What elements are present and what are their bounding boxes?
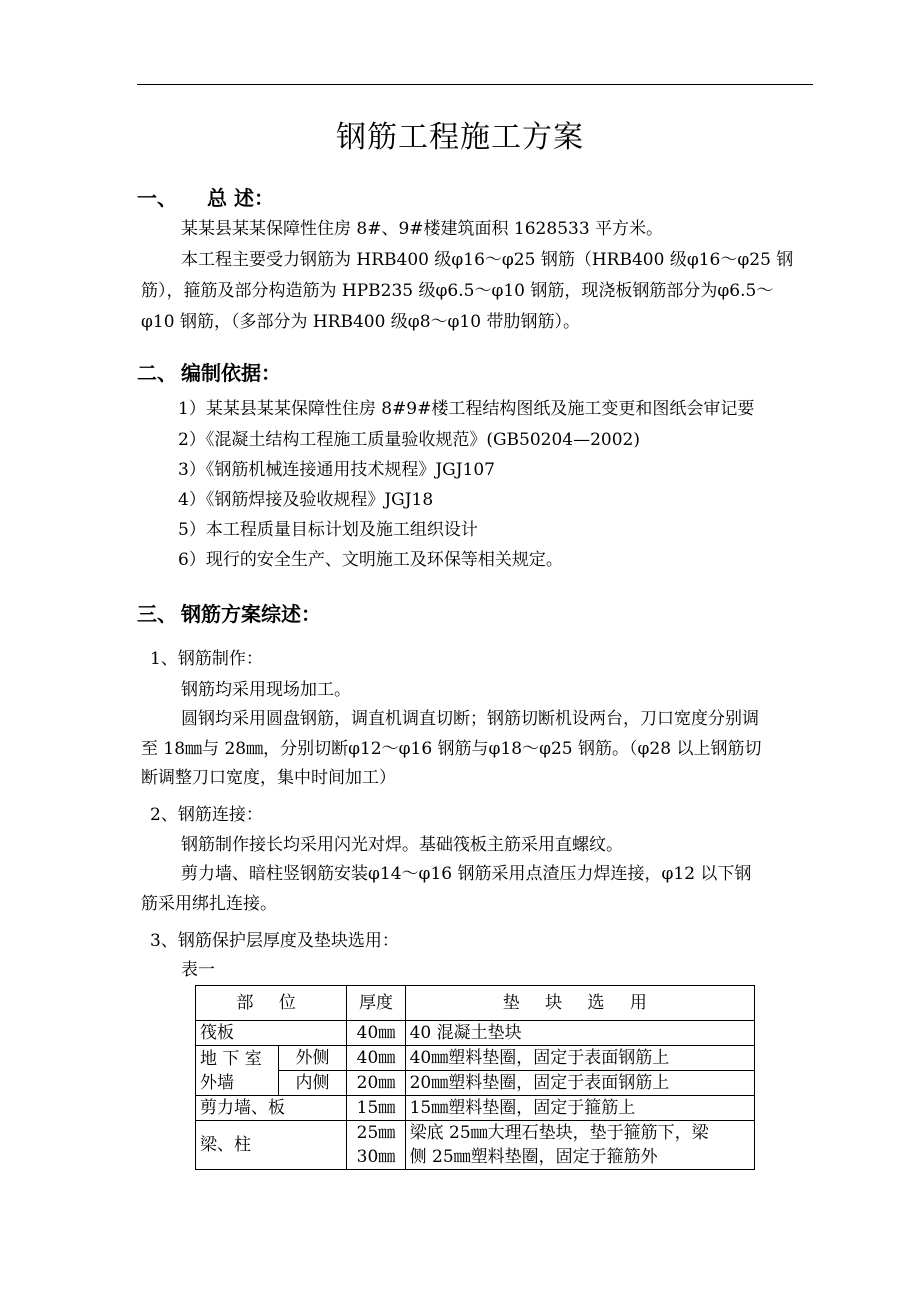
- paragraph-line: 至 18㎜与 28㎜，分别切断φ12～φ16 钢筋与φ18～φ25 钢筋。（φ28 以上钢筋切: [141, 739, 762, 759]
- paragraph-line: 筋），箍筋及部分构造筋为 HPB235 级φ6.5～φ10 钢筋，现浇板钢筋部分为φ6.5～: [141, 281, 774, 301]
- table-row: [196, 1046, 755, 1071]
- cell-block: 20㎜塑料垫圈，固定于表面钢筋上: [405, 1071, 754, 1096]
- cover-thickness-table: [195, 985, 755, 1170]
- cell-thickness: 40㎜: [347, 1046, 405, 1071]
- cell-part-line: 外墙: [200, 1072, 234, 1093]
- section-title: 编制依据：: [181, 361, 281, 385]
- list-item: 5）本工程质量目标计划及施工组织设计: [178, 520, 478, 540]
- subsection-label: 3、钢筋保护层厚度及垫块选用：: [150, 931, 399, 951]
- list-item: 3）《钢筋机械连接通用技术规程》JGJ107: [178, 460, 495, 480]
- paragraph-line: 钢筋均采用现场加工。: [181, 680, 351, 700]
- paragraph-line: 圆钢均采用圆盘钢筋，调直机调直切断；钢筋切断机设两台，刀口宽度分别调: [181, 709, 759, 729]
- cell-part-basement: [196, 1046, 279, 1096]
- cell-thickness-line: 25㎜: [356, 1123, 396, 1143]
- cell-side: 外侧: [278, 1046, 347, 1071]
- header-block-text: 垫 块 选 用: [502, 993, 657, 1013]
- table-caption: 表一: [181, 960, 215, 980]
- cell-thickness-line: 30㎜: [356, 1147, 396, 1167]
- header-rule: [137, 84, 813, 85]
- cell-thickness: 20㎜: [347, 1071, 405, 1096]
- section-title: 钢筋方案综述：: [181, 602, 321, 626]
- list-item: 2）《混凝土结构工程施工质量验收规范》(GB50204—2002): [178, 430, 640, 450]
- cell-block: 40 混凝土垫块: [405, 1021, 754, 1046]
- list-item: 1）某某县某某保障性住房 8#9#楼工程结构图纸及施工变更和图纸会审记要: [178, 399, 755, 419]
- header-block: [405, 986, 754, 1021]
- section-number: 三、: [137, 602, 177, 626]
- cell-thickness: 40㎜: [347, 1021, 405, 1046]
- header-part: [196, 986, 347, 1021]
- paragraph-line: 本工程主要受力钢筋为 HRB400 级φ16～φ25 钢筋（HRB400 级φ16～φ25 钢: [181, 250, 794, 270]
- cell-thickness: 15㎜: [347, 1096, 405, 1121]
- section-heading-3: [137, 600, 321, 628]
- cell-part-line: 地 下 室: [200, 1048, 262, 1069]
- cell-block-line: 侧 25㎜塑料垫圈，固定于箍筋外: [409, 1147, 658, 1167]
- header-thickness: 厚度: [347, 986, 405, 1021]
- list-item: 4）《钢筋焊接及验收规程》JGJ18: [178, 490, 434, 510]
- subsection-label: 2、钢筋连接：: [150, 805, 263, 825]
- section-heading-2: [137, 359, 281, 387]
- paragraph-line: 钢筋制作接长均采用闪光对焊。基础筏板主筋采用直螺纹。: [181, 835, 623, 855]
- cell-part: 剪力墙、板: [196, 1096, 347, 1121]
- subsection-label: 1、钢筋制作：: [150, 649, 263, 669]
- section-title: 总 述：: [207, 186, 274, 210]
- table-row: [196, 1121, 755, 1170]
- paragraph-line: 某某县某某保障性住房 8#、9#楼建筑面积 1628533 平方米。: [181, 219, 664, 239]
- cell-thickness: [347, 1121, 405, 1170]
- page-title: 钢筋工程施工方案: [336, 120, 584, 155]
- cell-block: 40㎜塑料垫圈，固定于表面钢筋上: [405, 1046, 754, 1071]
- paragraph-line: φ10 钢筋，（多部分为 HRB400 级φ8～φ10 带肋钢筋）。: [141, 312, 580, 332]
- cell-block: 15㎜塑料垫圈，固定于箍筋上: [405, 1096, 754, 1121]
- section-number: 一、: [137, 186, 177, 210]
- paragraph-line: 剪力墙、暗柱竖钢筋安装φ14～φ16 钢筋采用点渣压力焊连接，φ12 以下钢: [181, 864, 752, 884]
- paragraph-line: 筋采用绑扎连接。: [141, 894, 277, 914]
- section-number: 二、: [137, 361, 177, 385]
- cell-part: 梁、柱: [196, 1121, 347, 1170]
- cell-block: [405, 1121, 754, 1170]
- cell-part: 筏板: [196, 1021, 347, 1046]
- table-row: [196, 1021, 755, 1046]
- header-part-text: 部 位: [236, 993, 306, 1013]
- table-row: [196, 1096, 755, 1121]
- paragraph-line: 断调整刀口宽度，集中时间加工）: [141, 768, 396, 788]
- section-heading-1: [137, 184, 274, 212]
- table-row: [196, 1071, 755, 1096]
- list-item: 6）现行的安全生产、文明施工及环保等相关规定。: [178, 550, 563, 570]
- cell-block-line: 梁底 25㎜大理石垫块，垫于箍筋下，梁: [409, 1123, 709, 1143]
- table-header-row: [196, 986, 755, 1021]
- cell-side: 内侧: [278, 1071, 347, 1096]
